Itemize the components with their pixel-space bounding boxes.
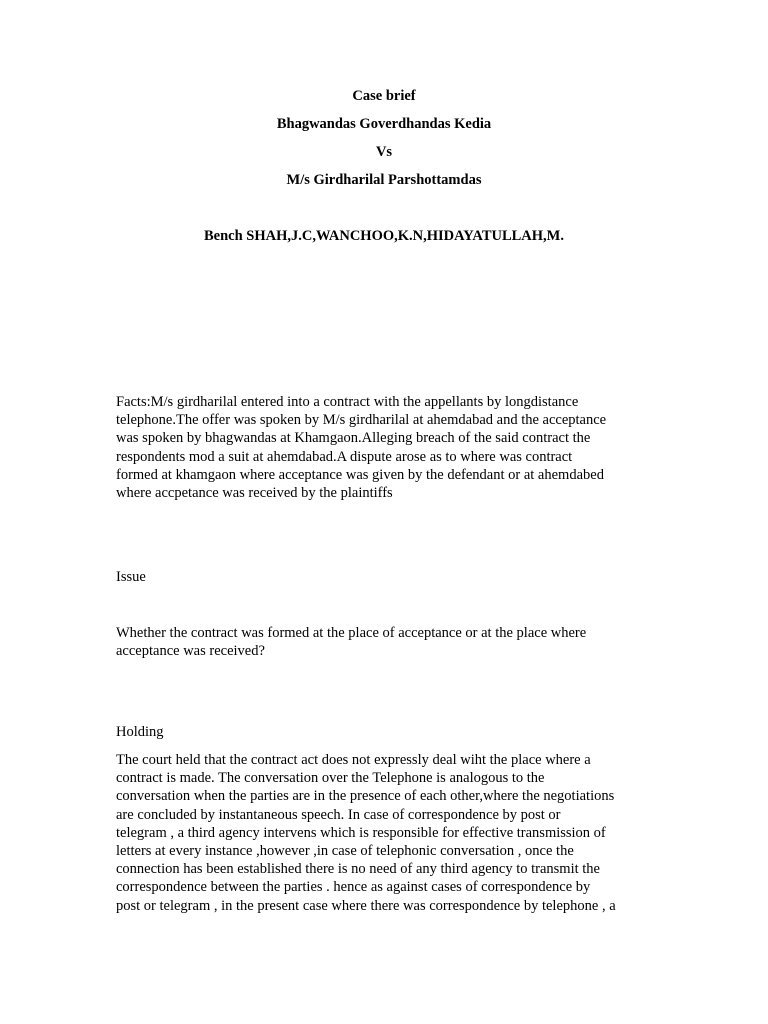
holding-line: telegram , a third agency intervens which is responsible for effective transmission of — [116, 824, 606, 841]
issue-heading: Issue — [116, 569, 146, 585]
holding-line: conversation when the parties are in the presence of each other,where the negotiations — [116, 788, 615, 805]
facts-line: was spoken by bhagwandas at Khamgaon.Alleging breach of the said contract the — [116, 430, 591, 447]
versus-label: Vs — [375, 144, 393, 160]
issue-line: Whether the contract was formed at the place of acceptance or at the place where — [116, 625, 587, 641]
issue-line: acceptance was received? — [116, 643, 265, 660]
facts-line: where accpetance was received by the plaintiffs — [116, 485, 393, 502]
facts-line: telephone.The offer was spoken by M/s girdharilal at ahemdabad and the acceptance — [116, 412, 607, 429]
case-brief-title: Case brief — [352, 88, 416, 104]
bench-line: Bench SHAH,J.C,WANCHOO,K.N,HIDAYATULLAH,M. — [204, 228, 564, 244]
facts-paragraph — [116, 393, 656, 502]
holding-line: connection has been established there is no need of any third agency to transmit the — [116, 861, 600, 878]
holding-line: are concluded by instantaneous speech. In case of correspondence by post or — [116, 806, 561, 823]
facts-line: formed at khamgaon where acceptance was given by the defendant or at ahemdabed — [116, 466, 604, 483]
facts-line: respondents mod a suit at ahemdabad.A dispute arose as to where was contract — [116, 448, 573, 465]
holding-line: post or telegram , in the present case where there was correspondence by telephone , a — [116, 897, 616, 914]
holding-line: The court held that the contract act does not expressly deal wiht the place where a — [116, 752, 591, 768]
party-two: M/s Girdharilal Parshottamdas — [286, 172, 482, 188]
holding-paragraph — [116, 751, 656, 915]
party-one: Bhagwandas Goverdhandas Kedia — [276, 116, 492, 132]
issue-paragraph — [116, 624, 656, 660]
holding-line: correspondence between the parties . hence as against cases of correspondence by — [116, 879, 591, 896]
facts-line: Facts:M/s girdharilal entered into a contract with the appellants by longdistance — [116, 394, 579, 410]
holding-heading: Holding — [116, 724, 164, 740]
holding-line: contract is made. The conversation over the Telephone is analogous to the — [116, 770, 545, 787]
holding-line: letters at every instance ,however ,in case of telephonic conversation , once the — [116, 843, 574, 860]
